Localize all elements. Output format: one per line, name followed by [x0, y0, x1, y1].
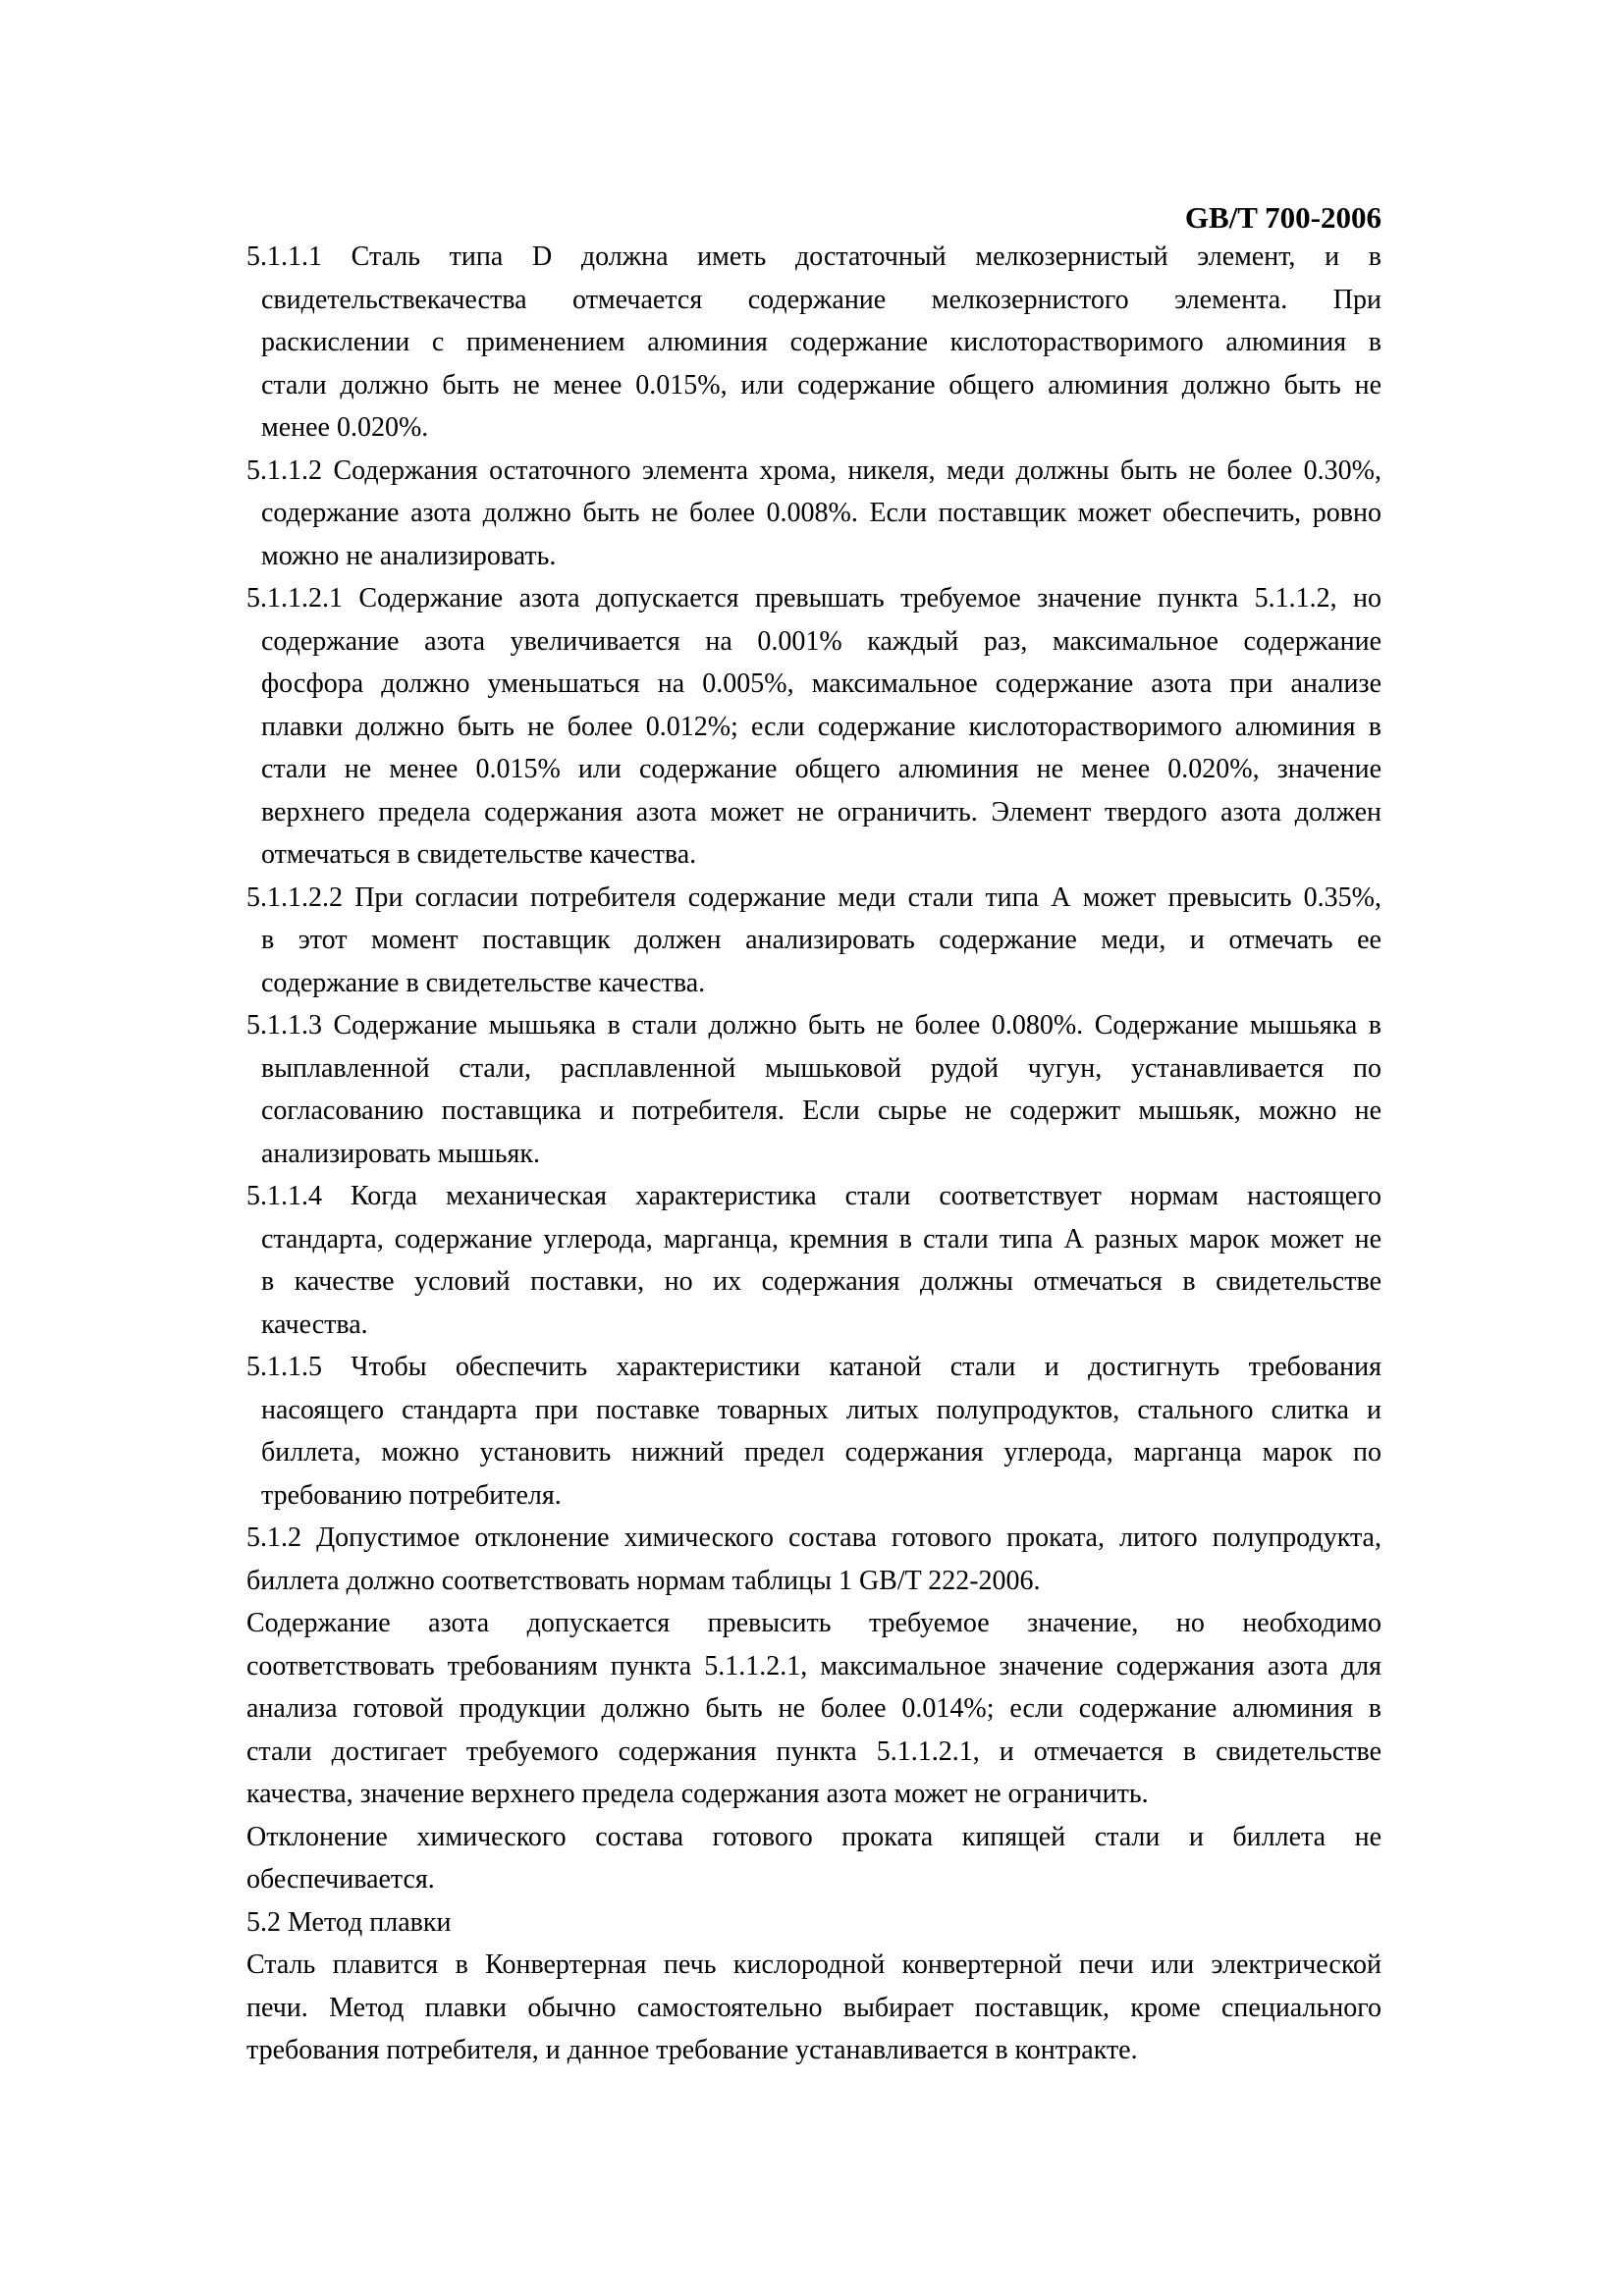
paragraph-5-1-1-2-2: [246, 877, 1381, 1005]
text-line: стали должно быть не менее 0.015%, или содержание общего алюминия должно быть не: [261, 369, 1381, 400]
text-line: 5.2 Метод плавки: [246, 1906, 452, 1938]
paragraph-5-1-1-2: [246, 450, 1381, 578]
text-line: отмечаться в свидетельстве качества.: [261, 839, 697, 870]
text-line: в этот момент поставщик должен анализировать содержание меди, и отмечать ее: [261, 925, 1381, 955]
text-line: соответствовать требованиям пункта 5.1.1.2.1, максимальное значение содержания азота для: [246, 1650, 1381, 1682]
text-line: 5.1.2 Допустимое отклонение химического состава готового проката, литого полупродукта,: [246, 1522, 1381, 1553]
paragraph-5-1-1-3: [246, 1004, 1381, 1175]
text-line: требованию потребителя.: [261, 1479, 562, 1511]
text-line: анализа готовой продукции должно быть не более 0.014%; если содержание алюминия в: [246, 1693, 1381, 1724]
paragraph-body-text: [246, 1602, 1381, 1816]
text-line: согласованию поставщика и потребителя. Если сырье не содержит мышьяк, можно не: [261, 1095, 1381, 1126]
text-line: печи. Метод плавки обычно самостоятельно выбирает поставщик, кроме специального: [246, 1992, 1381, 2023]
text-line: верхнего предела содержания азота может не ограничить. Элемент твердого азота должен: [261, 796, 1381, 828]
text-line: качества, значение верхнего предела содержания азота может не ограничить.: [246, 1779, 1149, 1809]
text-line: плавки должно быть не более 0.012%; если содержание кислоторастворимого алюминия в: [261, 711, 1381, 742]
text-line: биллета должно соответствовать нормам таблицы 1 GB/T 222-2006.: [246, 1565, 1041, 1596]
text-line: содержание азота увеличивается на 0.001% каждый раз, максимальное содержание: [261, 625, 1381, 657]
text-line: 5.1.1.3 Содержание мышьяка в стали должно быть не более 0.080%. Содержание мышьяка в: [246, 1010, 1381, 1041]
text-line: Сталь плавится в Конвертерная печь кислородной конвертерной печи или электрической: [246, 1949, 1381, 1980]
text-line: Отклонение химического состава готового проката кипящей стали и биллета не: [246, 1821, 1381, 1852]
text-line: обеспечивается.: [246, 1864, 435, 1895]
text-line: стали не менее 0.015% или содержание общего алюминия не менее 0.020%, значение: [261, 754, 1381, 784]
text-line: 5.1.1.2.1 Содержание азота допускается превышать требуемое значение пункта 5.1.1.2, но: [246, 583, 1381, 614]
text-line: фосфора должно уменьшаться на 0.005%, максимальное содержание азота при анализе: [261, 668, 1381, 699]
paragraph-5-1-1-1: [246, 236, 1381, 450]
paragraph-body-text: [246, 1944, 1381, 2072]
document-body: [246, 236, 1381, 2072]
standard-number-header: GB/T 700-2006: [1184, 200, 1381, 235]
text-line: требования потребителя, и данное требование устанавливается в контракте.: [246, 2035, 1138, 2065]
text-line: 5.1.1.2 Содержания остаточного элемента хрома, никеля, меди должны быть не более 0.30%,: [246, 454, 1381, 486]
text-line: содержание азота должно быть не более 0.008%. Если поставщик может обеспечить, ровно: [261, 498, 1381, 528]
text-line: свидетельствекачества отмечается содержание мелкозернистого элемента. При: [261, 284, 1381, 315]
text-line: менее 0.020%.: [261, 412, 429, 443]
paragraph-5-1-1-4: [246, 1175, 1381, 1346]
text-line: стандарта, содержание углерода, марганца, кремния в стали типа А разных марок может не: [261, 1223, 1381, 1255]
text-line: в качестве условий поставки, но их содержания должны отмечаться в свидетельстве: [261, 1266, 1381, 1297]
text-line: анализировать мышьяк.: [261, 1138, 540, 1169]
text-line: насоящего стандарта при поставке товарных литых полупродуктов, стального слитка и: [261, 1394, 1381, 1425]
text-line: 5.1.1.1 Сталь типа D должна иметь достаточный мелкозернистый элемент, и в: [246, 241, 1381, 272]
paragraph-5-1-2: [246, 1517, 1381, 1602]
text-line: 5.1.1.4 Когда механическая характеристика стали соответствует нормам настоящего: [246, 1181, 1381, 1211]
text-line: раскислении с применением алюминия содержание кислоторастворимого алюминия в: [261, 327, 1381, 357]
text-line: 5.1.1.2.2 При согласии потребителя содержание меди стали типа А может превысить 0.35%,: [246, 881, 1381, 913]
text-line: содержание в свидетельстве качества.: [261, 967, 706, 998]
paragraph-5-1-1-5: [246, 1346, 1381, 1517]
paragraph-5-1-1-2-1: [246, 577, 1381, 877]
text-line: Содержание азота допускается превысить требуемое значение, но необходимо: [246, 1608, 1381, 1638]
text-line: биллета, можно установить нижний предел содержания углерода, марганца марок по: [261, 1437, 1381, 1468]
text-line: 5.1.1.5 Чтобы обеспечить характеристики катаной стали и достигнуть требования: [246, 1352, 1381, 1382]
text-line: можно не анализировать.: [261, 540, 557, 571]
paragraph-body-text: [246, 1816, 1381, 1901]
paragraph-5-2: [246, 1901, 1381, 1945]
text-line: выплавленной стали, расплавленной мышьковой рудой чугун, устанавливается по: [261, 1052, 1381, 1084]
text-line: стали достигает требуемого содержания пункта 5.1.1.2.1, и отмечается в свидетельстве: [246, 1735, 1381, 1767]
text-line: качества.: [261, 1308, 368, 1340]
